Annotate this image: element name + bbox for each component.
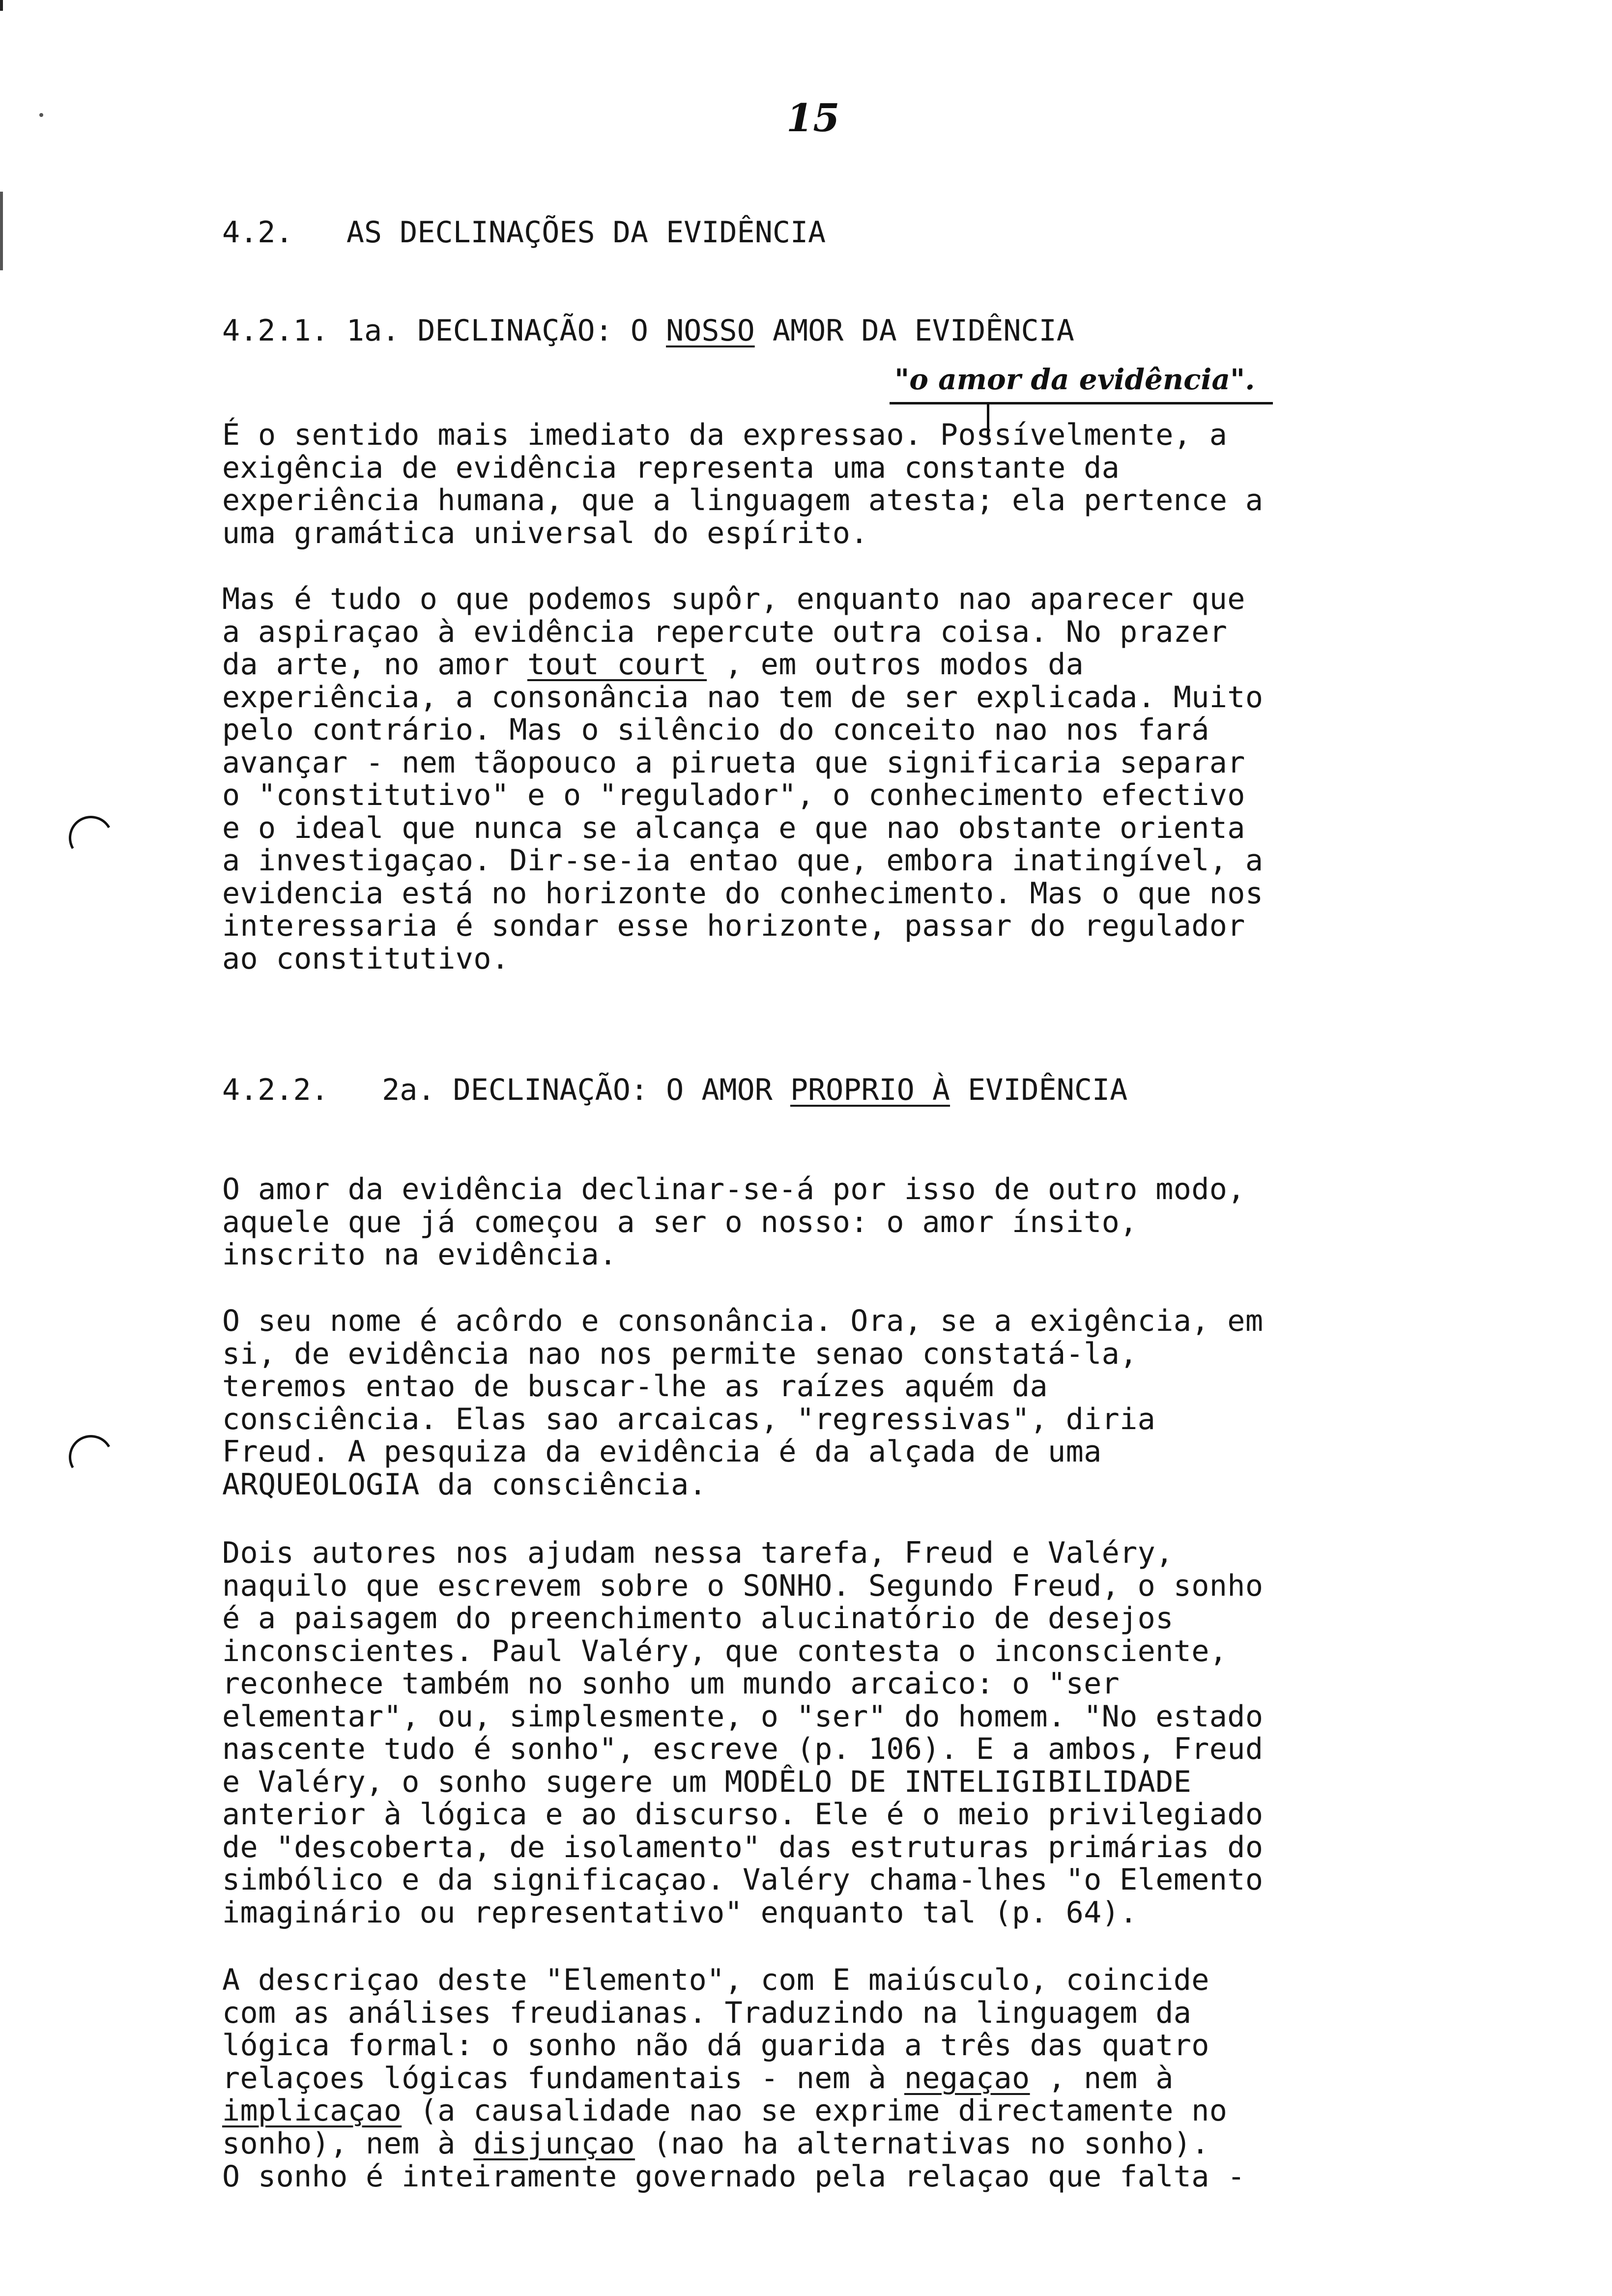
paragraph-2-line-1: Mas é tudo o que podemos supôr, enquanto nao aparecer que (222, 582, 1245, 616)
paragraph-6-line-6-suffix: (nao ha alternativas no sonho). (635, 2126, 1209, 2161)
paragraph-6-line-2: com as análises freudianas. Traduzindo na linguagem da (222, 1995, 1192, 2030)
subsection-2-prefix: 4.2.2. 2a. DECLINAÇÃO: O AMOR (222, 1073, 790, 1107)
paragraph-1: É o sentido mais imediato da expressao. Possívelmente, a exigência de evidência representa uma constante da experiência humana, que a linguagem atesta; ela pertence a uma gramática universal do espírito. (222, 418, 1264, 550)
subsection-2-suffix: EVIDÊNCIA (950, 1073, 1128, 1107)
annotation-underline (890, 402, 1273, 404)
subsection-1-prefix: 4.2.1. 1a. DECLINAÇÃO: O (222, 314, 666, 348)
paragraph-3: O amor da evidência declinar-se-á por isso de outro modo, aquele que já começou a ser o nosso: o amor ínsito, inscrito na evidência. (222, 1172, 1245, 1272)
subsection-title-1 (222, 315, 1074, 347)
paragraph-2-rest: experiência, a consonância nao tem de ser explicada. Muito pelo contrário. Mas o silêncio do conceito nao nos fará avançar - nem tãopouco a pirueta que significaria separar o "constitutivo" e o "regulador", o conhecimento efectivo e o ideal que nunca se alcança e que nao obstante orienta a investigaçao. Dir-se-ia entao que, embora inatingível, a evidencia está no horizonte do conhecimento. Mas o que nos interessaria é sondar esse horizonte, passar do regulador ao constitutivo. (222, 680, 1264, 976)
paragraph-2 (222, 583, 1263, 975)
paragraph-6-line-4-suffix: , nem à (1030, 2061, 1174, 2095)
binding-mark (0, 192, 3, 270)
paragraph-6-line-6-prefix: sonho), nem à (222, 2126, 474, 2161)
paragraph-6-line-1: A descriçao deste "Elemento", com E maiúsculo, coincide (222, 1963, 1209, 1997)
punch-hole-mark (64, 1430, 118, 1484)
paragraph-7: O sonho é inteiramente governado pela relaçao que falta - (222, 2159, 1245, 2194)
underlined-negacao: negaçao (904, 2061, 1030, 2095)
paragraph-6-line-3: lógica formal: o sonho não dá guarida a três das quatro (222, 2028, 1209, 2063)
punch-hole-mark (64, 811, 118, 865)
scan-mark (0, 0, 3, 11)
subsection-title-2 (222, 1074, 1127, 1106)
scan-dot (39, 113, 43, 117)
paragraph-2-underlined-phrase: tout court (527, 647, 707, 682)
paragraph-4: O seu nome é acôrdo e consonância. Ora, se a exigência, em si, de evidência nao nos permite senao constatá-la, teremos entao de buscar-lhe as raízes aquém da consciência. Elas sao arcaicas, "regressivas", diria Freud. A pesquiza da evidência é da alçada de uma ARQUEOLOGIA da consciência. (222, 1304, 1264, 1502)
underlined-implicacao: implicaçao (222, 2094, 402, 2128)
paragraph-6-line-5-suffix: (a causalidade nao se exprime directamente no (402, 2094, 1228, 2128)
paragraph-5: Dois autores nos ajudam nessa tarefa, Freud e Valéry, naquilo que escrevem sobre o SONHO. Segundo Freud, o sonho é a paisagem do preenchimento alucinatório de desejos inconscientes. Paul Valéry, que contesta o inconsciente, reconhece também no sonho um mundo arcaico: o "ser elementar", ou, simplesmente, o "ser" do homem. "No estado nascente tudo é sonho", escreve (p. 106). E a ambos, Freud e Valéry, o sonho sugere um MODÊLO DE INTELIGIBILIDADE anterior à lógica e ao discurso. Ele é o meio privilegiado de "descoberta, de isolamento" das estruturas primárias do simbólico e da significaçao. Valéry chama-lhes "o Elemento imaginário ou representativo" enquanto tal (p. 64). (222, 1536, 1264, 1930)
handwritten-annotation: "o amor da evidência". (894, 363, 1255, 396)
paragraph-6-line-4-prefix: relaçoes lógicas fundamentais - nem à (222, 2061, 904, 2095)
paragraph-2-line-3-suffix: , em outros modos da (707, 647, 1084, 682)
paragraph-2-line-2: a aspiraçao à evidência repercute outra coisa. No prazer (222, 614, 1228, 649)
subsection-1-suffix: AMOR DA EVIDÊNCIA (754, 314, 1074, 348)
page-number: 15 (786, 96, 840, 141)
subsection-1-underlined: NOSSO (666, 314, 755, 348)
paragraph-2-line-3-prefix: da arte, no amor (222, 647, 527, 682)
underlined-disjuncao: disjunçao (473, 2126, 635, 2161)
section-title: 4.2. AS DECLINAÇÕES DA EVIDÊNCIA (222, 215, 826, 250)
subsection-2-underlined: PROPRIO À (790, 1073, 950, 1107)
paragraph-6 (222, 1964, 1227, 2160)
